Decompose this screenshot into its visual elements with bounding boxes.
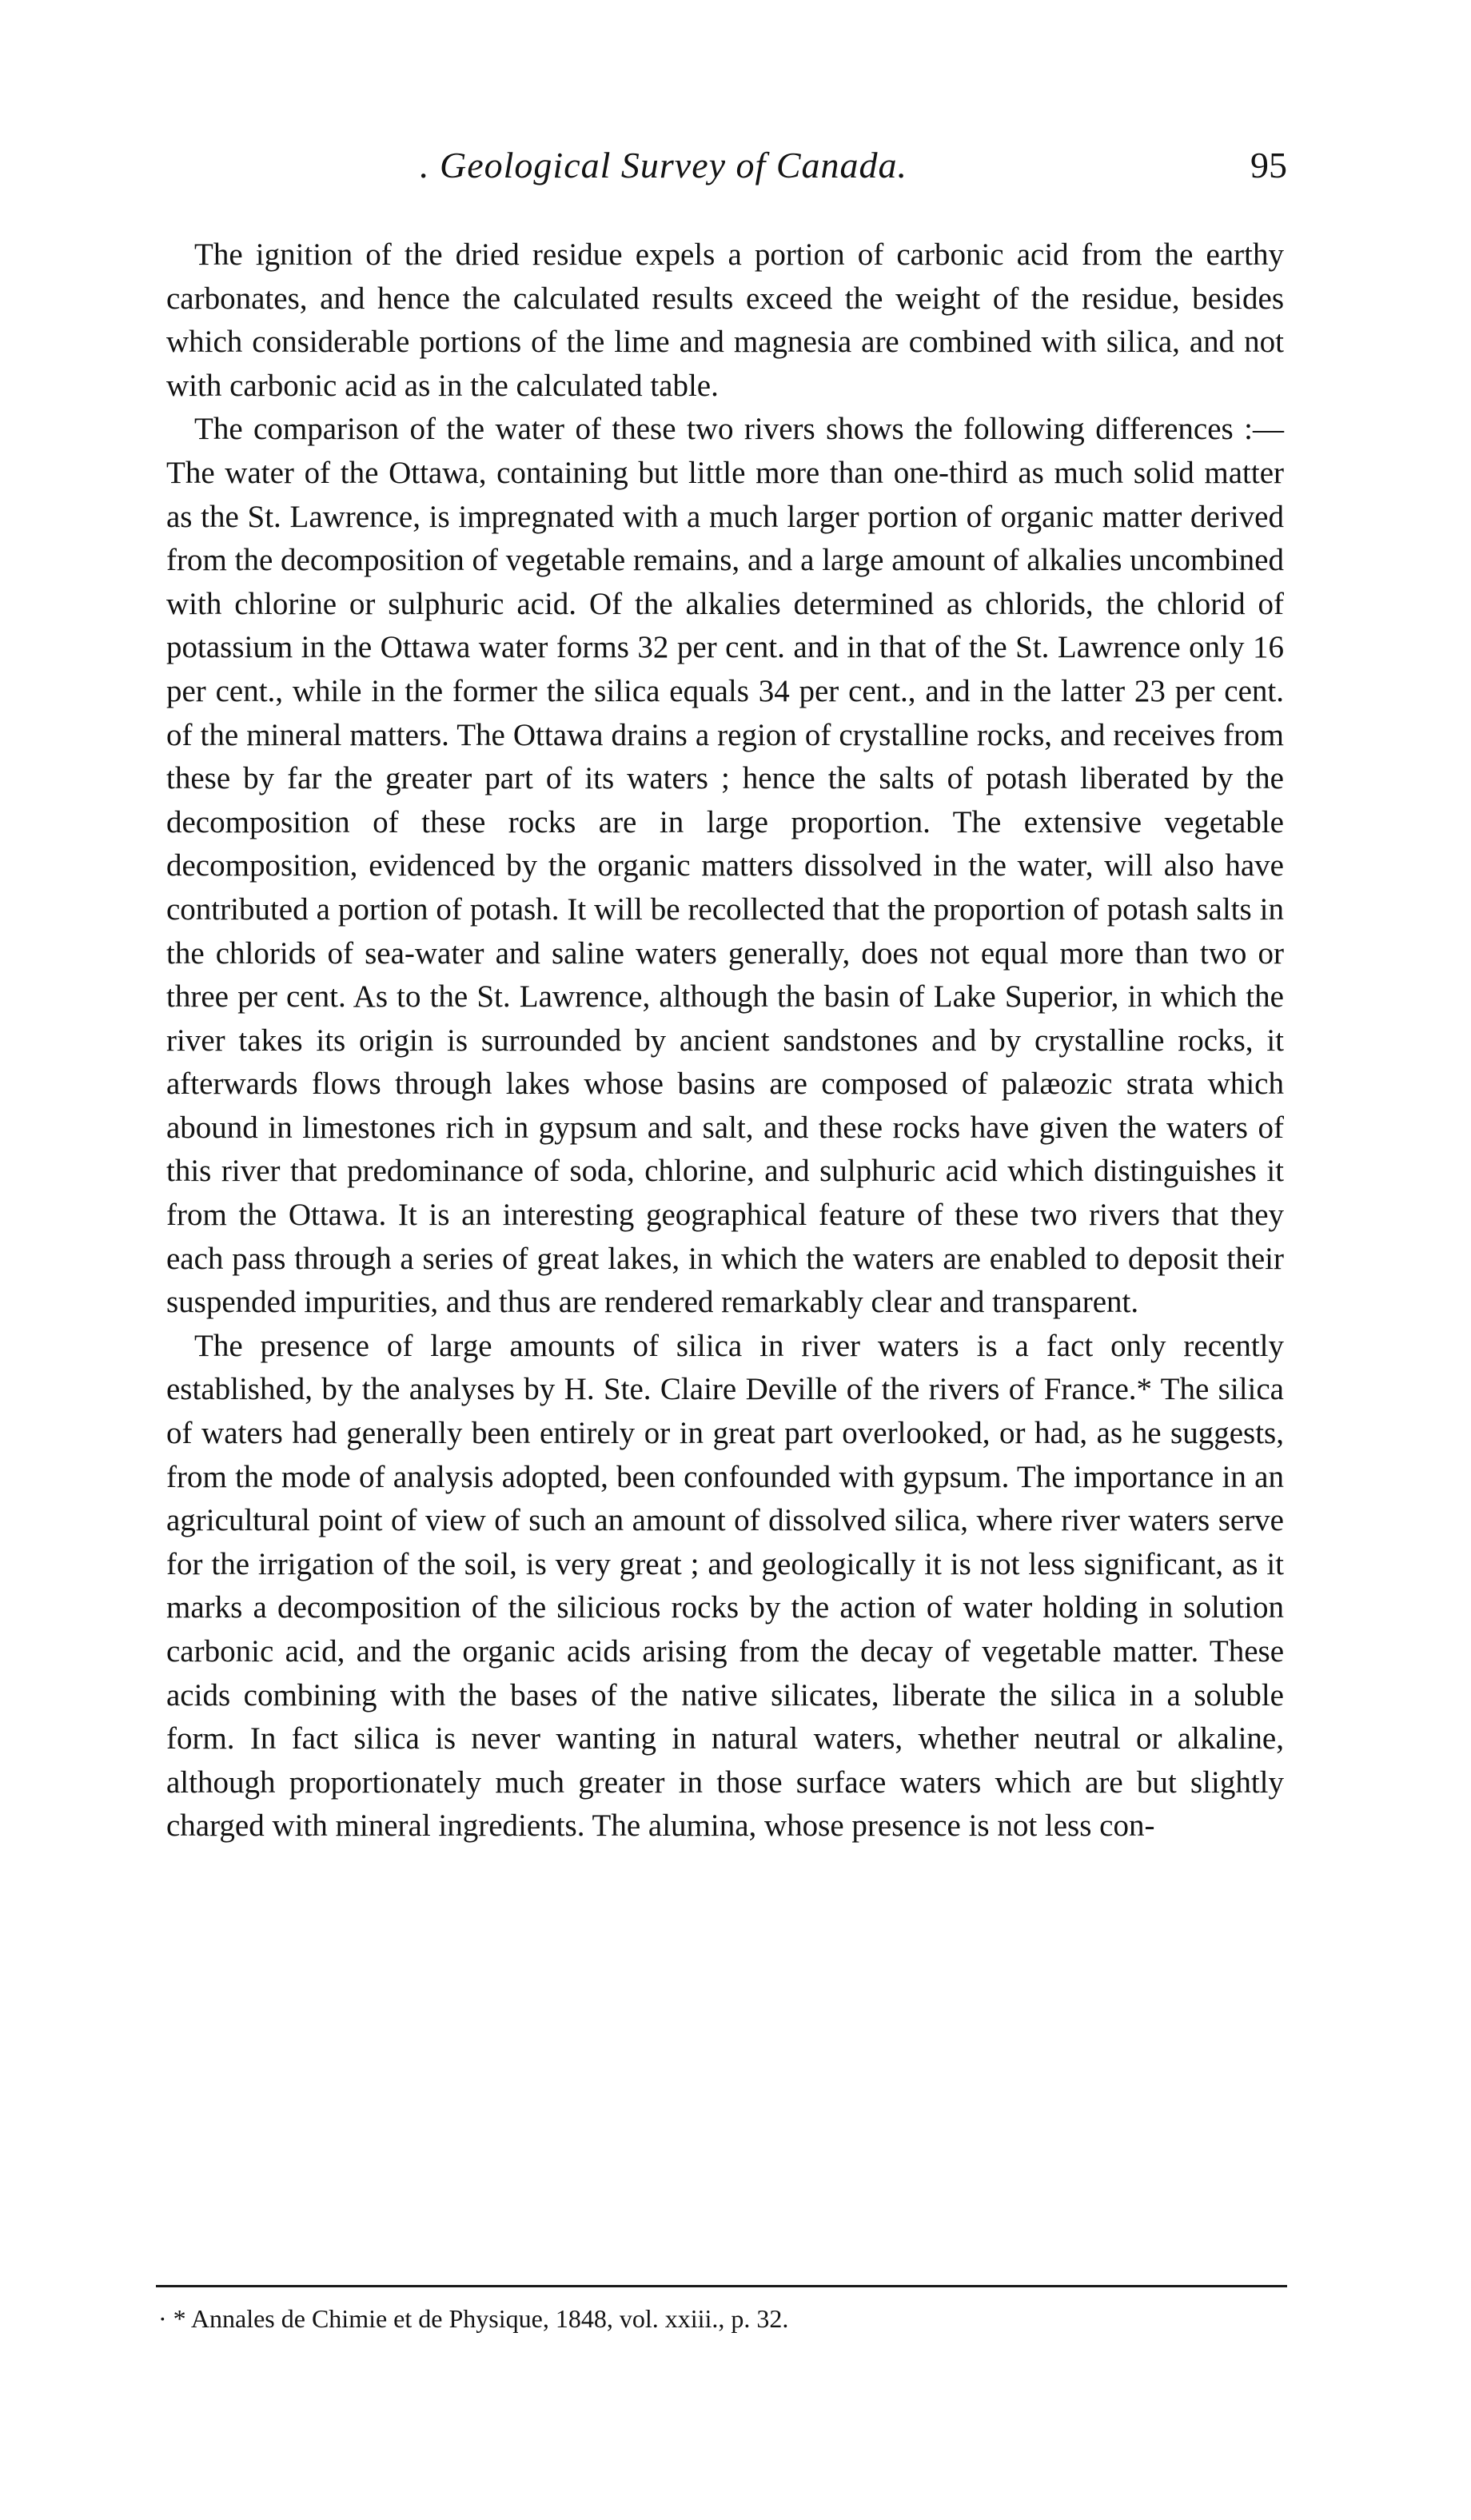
paragraph-comparison: The comparison of the water of these two rivers shows the following differences :—The water of the Ottawa, containing but little more than one-third as much solid matter as the St. Lawrence, is impregnated with a much larger portion of organic matter derived from the decomposition of vegetable remains, and a large amount of alkalies uncombined with chlorine or sulphuric acid. Of the alkalies determined as chlorids, the chlorid of potassium in the Ottawa water forms 32 per cent. and in that of the St. Lawrence only 16 per cent., while in the former the silica equals 34 per cent., and in the latter 23 per cent. of the mineral matters. The Ottawa drains a region of crystalline rocks, and receives from these by far the greater part of its waters ; hence the salts of potash liberated by the decomposition of these rocks are in large proportion. The extensive vegetable decomposition, evidenced by the organic matters dissolved in the water, will also have contributed a portion of potash. It will be recollected that the proportion of potash salts in the chlorids of sea-water and saline waters generally, does not equal more than two or three per cent. As to the St. Lawrence, although the basin of Lake Superior, in which the river takes its origin is surrounded by ancient sandstones and by crystalline rocks, it afterwards flows through lakes whose basins are composed of palæozic strata which abound in limestones rich in gypsum and salt, and these rocks have given the waters of this river that predominance of soda, chlorine, and sulphuric acid which distinguishes it from the Ottawa. It is an interesting geographical feature of these two rivers that they each pass through a series of great lakes, in which the waters are enabled to deposit their suspended impurities, and thus are rendered remarkably clear and transparent. (166, 412, 1284, 1320)
running-title: . Geological Survey of Canada. (420, 145, 908, 185)
paragraph-ignition: The ignition of the dried residue expels a portion of carbonic acid from the earthy carbonates, and hence the calculated results exceed the weight of the residue, besides which considerable portions of the lime and magnesia are combined with silica, and not with carbonic acid as in the calculated table. (166, 237, 1284, 403)
page-number: 95 (1250, 145, 1287, 185)
footnote: · * Annales de Chimie et de Physique, 1848, vol. xxiii., p. 32. (158, 2304, 789, 2333)
paragraph-silica: The presence of large amounts of silica in river waters is a fact only recently established, by the analyses by H. Ste. Claire Deville of the rivers of France.* The silica of waters had generally been entirely or in great part overlooked, or had, as he suggests, from the mode of analysis adopted, been confounded with gypsum. The importance in an agricultural point of view of such an amount of dissolved silica, where river waters serve for the irrigation of the soil, is very great ; and geologically it is not less significant, as it marks a decomposition of the silicious rocks by the action of water holding in solution carbonic acid, and the organic acids arising from the decay of vegetable matter. These acids combining with the bases of the native silicates, liberate the silica in a soluble form. In fact silica is never wanting in natural waters, whether neutral or alkaline, although proportionately much greater in those surface waters which are but slightly charged with mineral ingredients. The alumina, whose presence is not less con- (166, 1328, 1284, 1844)
footnote-divider (156, 2285, 1287, 2287)
body-text (166, 233, 1284, 1848)
running-header (160, 144, 1287, 200)
